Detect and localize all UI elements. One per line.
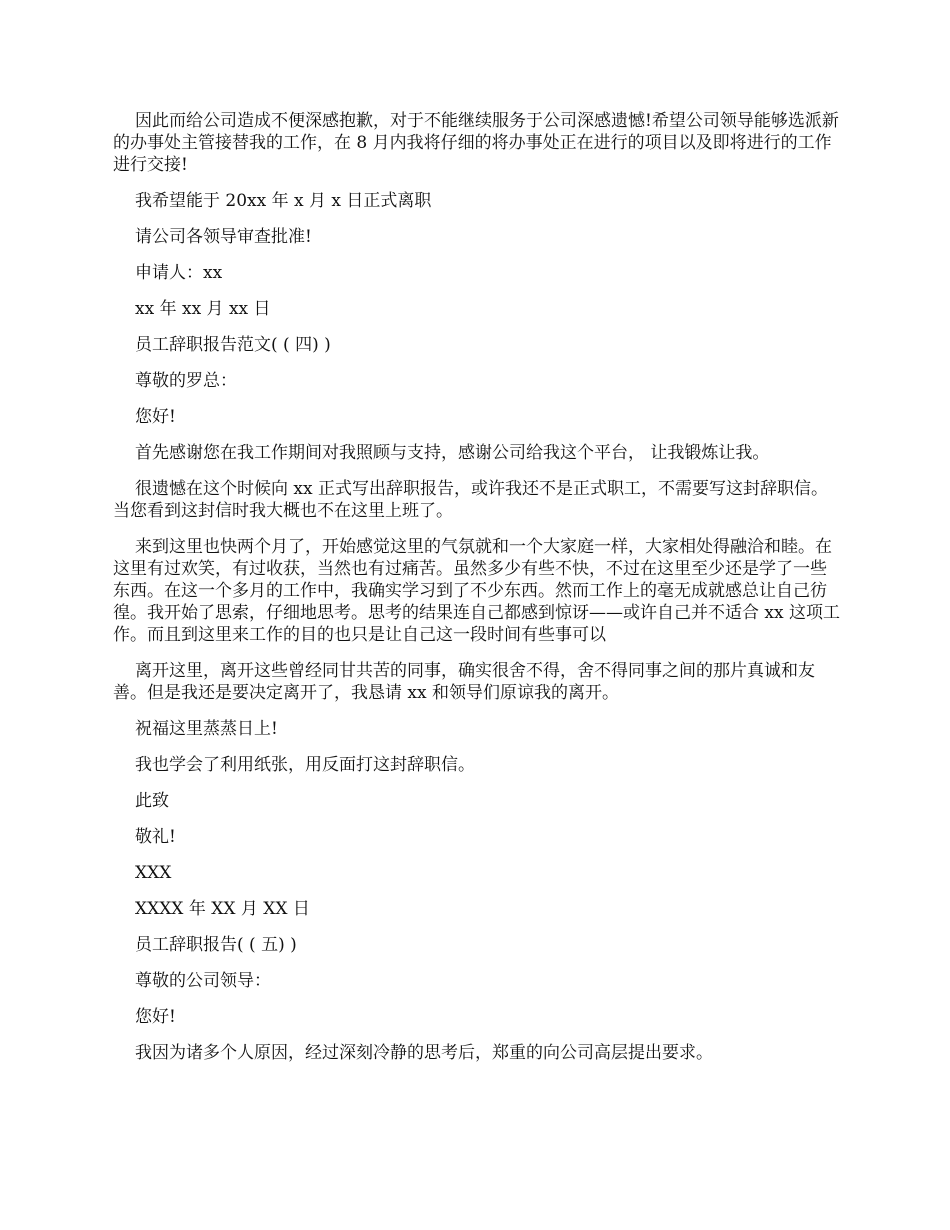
paragraph: 因此而给公司造成不便深感抱歉，对于不能继续服务于公司深感遗憾!希望公司领导能够选派新的办事处主管接替我的工作，在 8 月内我将仔细的将办事处正在进行的项目以及即将进行的工作进行交接! (113, 111, 839, 175)
document-page (113, 110, 841, 1078)
paragraph: 请公司各领导审查批准! (135, 227, 312, 247)
section-heading: 员工辞职报告范文( ( 四) ) (135, 335, 331, 355)
signature-date: XXXX 年 XX 月 XX 日 (135, 899, 310, 919)
greeting: 您好! (135, 1007, 176, 1027)
paragraph: 我也学会了利用纸张，用反面打这封辞职信。 (135, 755, 475, 775)
paragraph: 离开这里，离开这些曾经同甘共苦的同事，确实很舍不得，舍不得同事之间的那片真诚和友善。但是我还是要决定离开了，我恳请 xx 和领导们原谅我的离开。 (113, 661, 815, 703)
paragraph: 我希望能于 20xx 年 x 月 x 日正式离职 (135, 191, 432, 211)
paragraph: 来到这里也快两个月了，开始感觉这里的气氛就和一个大家庭一样，大家相处得融洽和睦。在这里有过欢笑，有过收获，当然也有过痛苦。虽然多少有些不快，不过在这里至少还是学了一些东西。在这一个多月的工作中，我确实学习到了不少东西。然而工作上的毫无成就感总让自己彷徨。我开始了思索，仔细地思考。思考的结果连自己都感到惊讶——或许自己并不适合 xx 这项工作。而且到这里来工作的目的也只是让自己这一段时间有些事可以 (113, 537, 840, 645)
greeting: 您好! (135, 407, 176, 427)
section-heading: 员工辞职报告( ( 五) ) (135, 935, 297, 955)
paragraph: 首先感谢您在我工作期间对我照顾与支持，感谢公司给我这个平台， 让我锻炼让我。 (135, 443, 770, 463)
paragraph: 申请人：xx (135, 263, 223, 283)
paragraph: 祝福这里蒸蒸日上! (135, 719, 278, 739)
signature-name: XXX (135, 863, 172, 883)
closing: 此致 (135, 791, 169, 811)
salutation: 尊敬的罗总： (135, 371, 237, 391)
paragraph: 很遗憾在这个时候向 xx 正式写出辞职报告，或许我还不是正式职工，不需要写这封辞职信。当您看到这封信时我大概也不在这里上班了。 (113, 479, 828, 521)
paragraph: xx 年 xx 月 xx 日 (135, 299, 271, 319)
paragraph: 我因为诸多个人原因，经过深刻冷静的思考后，郑重的向公司高层提出要求。 (135, 1043, 713, 1063)
closing: 敬礼! (135, 827, 176, 847)
salutation: 尊敬的公司领导： (135, 971, 271, 991)
